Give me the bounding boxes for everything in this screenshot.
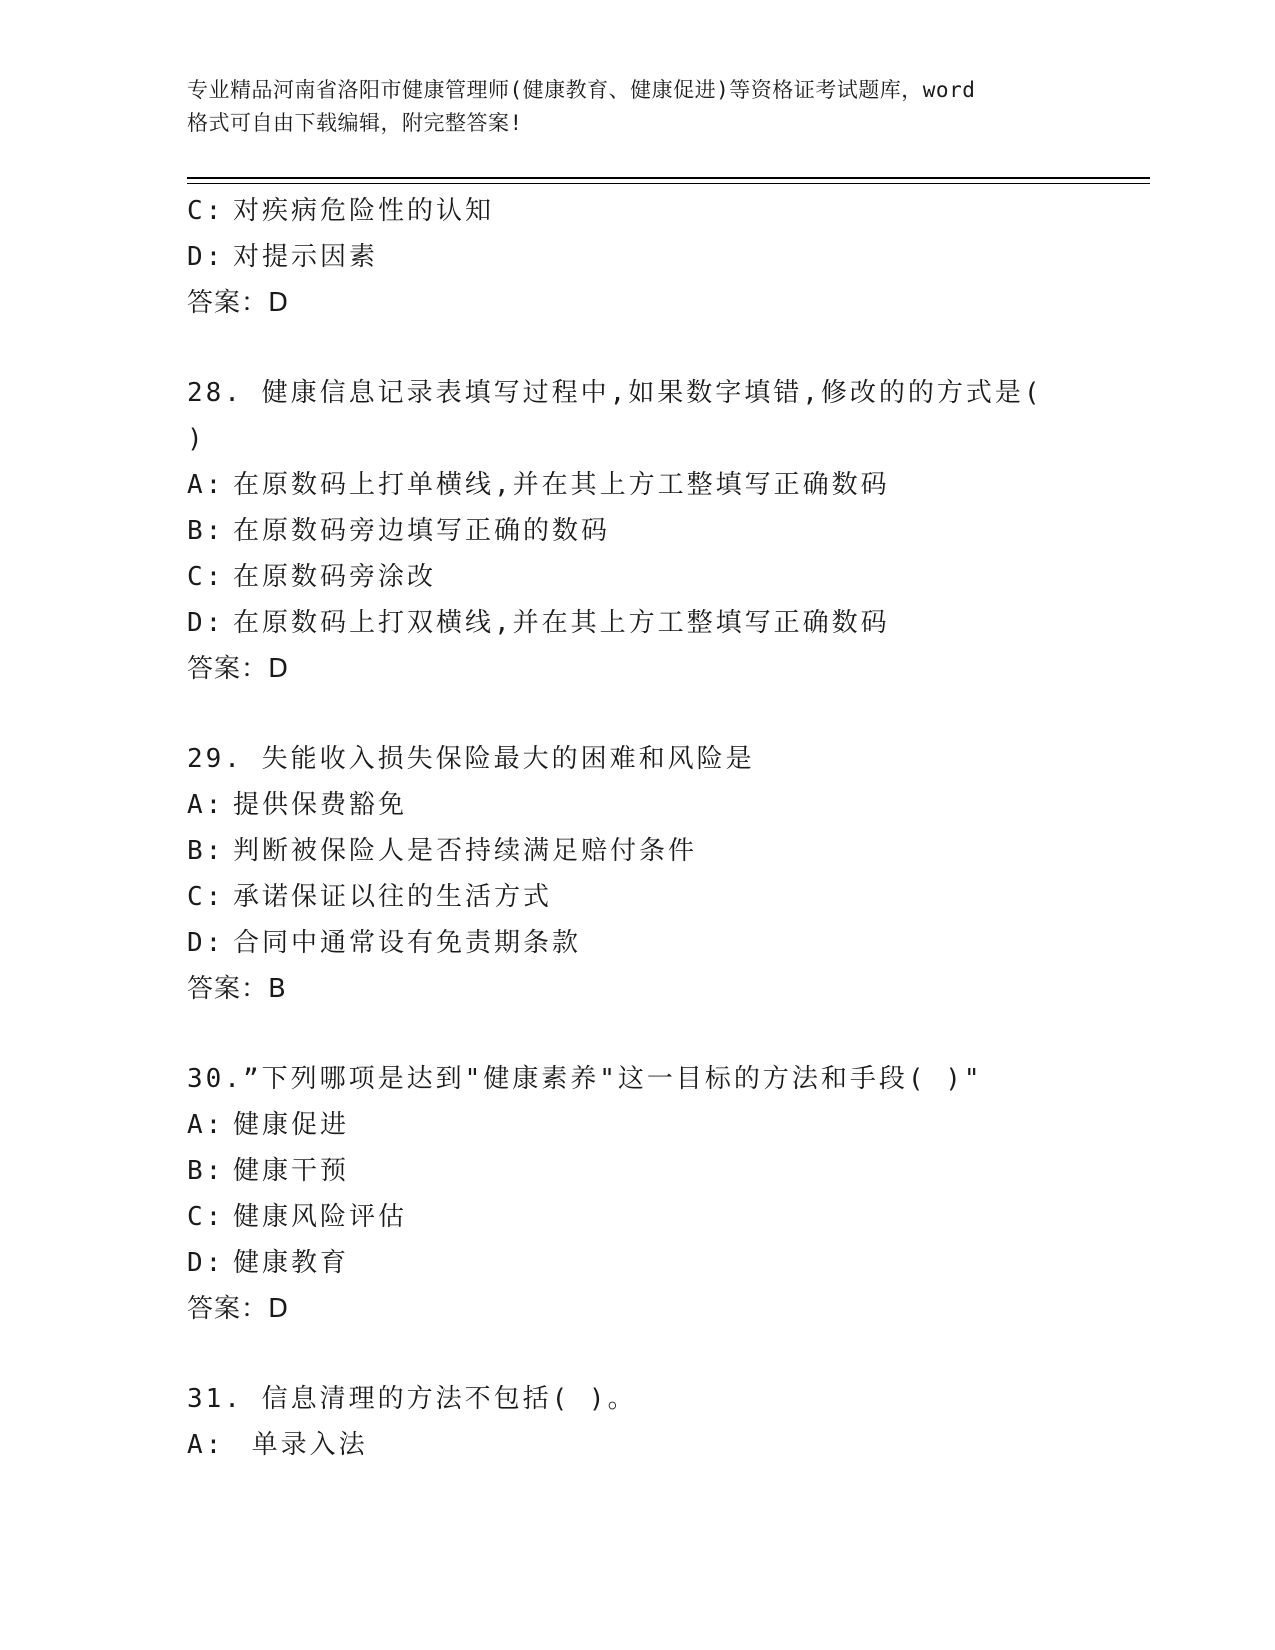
question-text: 29. 失能收入损失保险最大的困难和风险是 (187, 744, 755, 774)
document-header (187, 74, 1087, 140)
option-c (187, 874, 1087, 920)
option-text: 判断被保险人是否持续满足赔付条件 (233, 836, 698, 866)
option-key: C: (187, 1202, 225, 1232)
question-fragment (187, 188, 1087, 326)
question-29 (187, 736, 1087, 1012)
option-c (187, 554, 1087, 600)
option-key: C: (187, 562, 225, 592)
option-text: 在原数码旁涂改 (233, 562, 437, 592)
option-key: A: (187, 1430, 225, 1460)
option-text: 提供保费豁免 (233, 790, 408, 820)
question-text: 28. 健康信息记录表填写过程中,如果数字填错,修改的的方式是( (187, 378, 1043, 408)
option-key: B: (187, 836, 225, 866)
option-text: 在原数码旁边填写正确的数码 (233, 516, 611, 546)
option-key: A: (187, 470, 225, 500)
option-key: D: (187, 242, 225, 272)
option-c (187, 1194, 1087, 1240)
header-rule-thin (187, 183, 1150, 184)
question-text: 30.”下列哪项是达到"健康素养"这一目标的方法和手段( )" (187, 1064, 983, 1094)
option-text: 健康干预 (233, 1156, 350, 1186)
option-key: C: (187, 196, 225, 226)
option-key: C: (187, 882, 225, 912)
option-a (187, 462, 1087, 508)
header-line-2: 格式可自由下载编辑，附完整答案! (187, 111, 523, 135)
question-list (187, 188, 1087, 1468)
header-line-1: 专业精品河南省洛阳市健康管理师(健康教育、健康促进)等资格证考试题库，word (187, 78, 976, 102)
option-key: D: (187, 1248, 225, 1278)
option-text: 健康促进 (233, 1110, 350, 1140)
option-d (187, 234, 1087, 280)
option-text: 承诺保证以往的生活方式 (233, 882, 553, 912)
option-d (187, 600, 1087, 646)
option-b (187, 1148, 1087, 1194)
question-31 (187, 1376, 1087, 1468)
option-b (187, 828, 1087, 874)
question-28 (187, 370, 1087, 692)
option-text: 健康教育 (233, 1248, 350, 1278)
option-key: B: (187, 516, 225, 546)
option-d (187, 920, 1087, 966)
option-text: 合同中通常设有免责期条款 (233, 928, 582, 958)
answer-line: 答案：D (187, 654, 290, 684)
question-30 (187, 1056, 1087, 1332)
option-b (187, 508, 1087, 554)
option-key: A: (187, 1110, 225, 1140)
option-text: 在原数码上打双横线,并在其上方工整填写正确数码 (233, 608, 890, 638)
option-key: D: (187, 608, 225, 638)
option-text: 单录入法 (233, 1430, 368, 1460)
question-text: 31. 信息清理的方法不包括( )。 (187, 1384, 637, 1414)
answer-line: 答案：D (187, 1294, 290, 1324)
header-rule-thick (187, 177, 1150, 179)
option-d (187, 1240, 1087, 1286)
option-a (187, 1102, 1087, 1148)
answer-line: 答案：B (187, 974, 287, 1004)
answer-line: 答案：D (187, 288, 290, 318)
option-text: 健康风险评估 (233, 1202, 408, 1232)
option-key: A: (187, 790, 225, 820)
option-text: 在原数码上打单横线,并在其上方工整填写正确数码 (233, 470, 890, 500)
question-text-continued: ) (187, 424, 206, 454)
option-a (187, 782, 1087, 828)
option-key: D: (187, 928, 225, 958)
option-key: B: (187, 1156, 225, 1186)
option-c (187, 188, 1087, 234)
option-text: 对疾病危险性的认知 (233, 196, 495, 226)
option-text: 对提示因素 (233, 242, 379, 272)
option-a (187, 1422, 1087, 1468)
